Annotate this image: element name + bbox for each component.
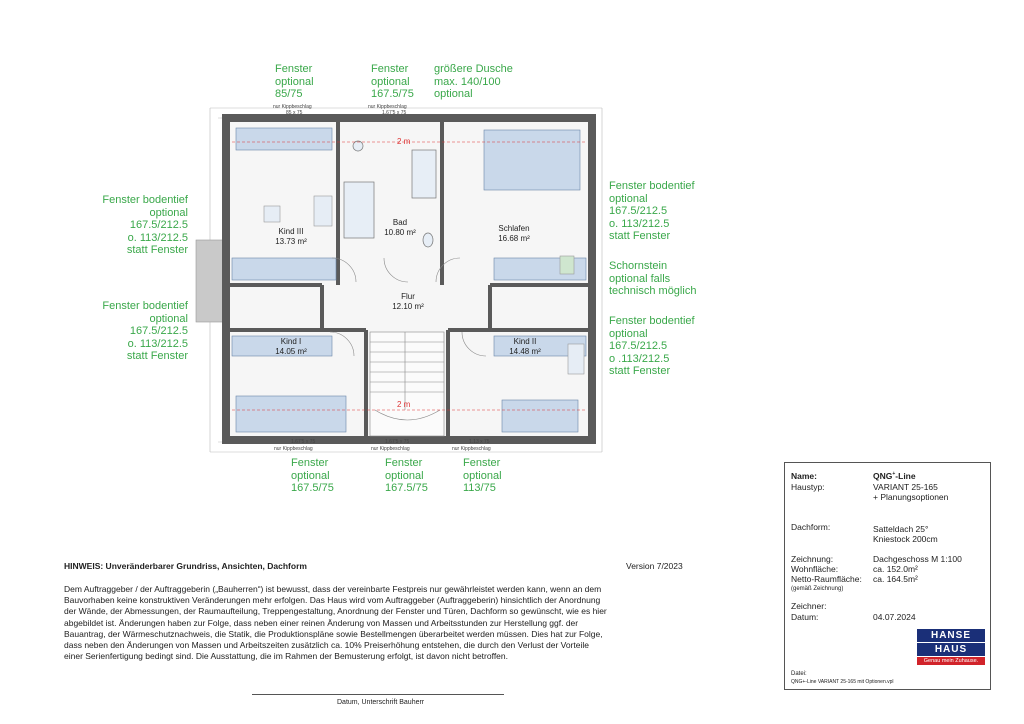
room-flur: Flur 12.10 m² bbox=[392, 292, 424, 311]
room-bad: Bad 10.80 m² bbox=[384, 218, 416, 237]
datum-label: Datum: bbox=[791, 612, 819, 622]
signature-label: Datum, Unterschrift Bauherr bbox=[337, 699, 425, 706]
haustyp-value: VARIANT 25-165 + Planungsoptionen bbox=[873, 482, 949, 502]
dachform-label: Dachform: bbox=[791, 522, 831, 532]
staircase bbox=[370, 332, 444, 436]
signature-line bbox=[252, 694, 504, 695]
kipp-note-2: nur Kippbeschlag bbox=[368, 104, 407, 110]
label-top-3: größere Dusche max. 140/100 optional bbox=[434, 63, 513, 100]
label-right-1: Fenster bodentief optional 167.5/212.5 o. 113/212.5 statt Fenster bbox=[609, 180, 695, 242]
zeichner-label: Zeichner: bbox=[791, 601, 827, 611]
dim-top-1: 85 x 75 bbox=[286, 110, 303, 116]
label-bottom-1: Fenster optional 167.5/75 bbox=[291, 457, 334, 494]
label-right-3: Fenster bodentief optional 167.5/212.5 o .113/212.5 statt Fenster bbox=[609, 315, 695, 377]
hint-text: Dem Auftraggeber / der Auftraggeberin („Bauherren“) ist bewusst, dass der vereinbarte Festpreis nur gewährleistet werden kann, wenn an dem Bauvorhaben keine konstruktiven Veränderungen mehr erfolgen. Das Haus wird vom Auftraggeber (Auftraggeberin) hinsichtlich der Anordnung der Wände, der Abmessungen, der Raumaufteilung, Treppengestaltung, Anordnung der Fenster und Türen, Dachform so gewünscht, wie es hier abgebildet ist. Änderungen haben zur Folge, dass neben einer reinen Änderung von Massen und Arbeitsstunden zur Herstellung ggf. der Bauantrag, der Wärmeschutznachweis, die Statik, die Produktionspläne sowie Bestellmengen überarbeitet werden müssen. Dies hat zur Folge, dass neben den Änderungen von Massen und Arbeitszeiten zusätzlich ca. 10% Preiserhöhung entstehen, die durch den Verlust der Vorteile einer Serienfertigung bedingt sind. Die Ausstattung, die im Rahmen der Bemusterung erfolgt, ist davon nicht betroffen. bbox=[64, 584, 607, 662]
room-schlafen: Schlafen 16.68 m² bbox=[498, 224, 530, 243]
label-left-2: Fenster bodentief optional 167.5/212.5 o. 113/212.5 statt Fenster bbox=[102, 300, 188, 362]
hanse-haus-logo: HANSE HAUS Genau mein Zuhause. bbox=[917, 629, 985, 665]
two-meter-bottom: 2 m bbox=[397, 400, 411, 409]
kipp-note-3: nur Kippbeschlag bbox=[274, 446, 313, 452]
room-kind-3: Kind III 13.73 m² bbox=[275, 227, 307, 246]
name-value: QNG+-Line bbox=[873, 471, 916, 481]
label-bottom-3: Fenster optional 113/75 bbox=[463, 457, 502, 494]
room-kind-1: Kind I 14.05 m² bbox=[275, 337, 307, 356]
zeichnung-block: Zeichnung: Wohnfläche: Netto-Raumfläche: (gemäß Zeichnung) bbox=[791, 554, 862, 592]
zeichnung-values: Dachgeschoss M 1:100 ca. 152.0m² ca. 164.5m² bbox=[873, 554, 962, 584]
version-label: Version 7/2023 bbox=[626, 561, 683, 571]
dim-bottom-2: 1.67'5 x 75 bbox=[385, 439, 410, 445]
chimney-shape bbox=[196, 240, 226, 322]
label-right-2: Schornstein optional falls technisch möglich bbox=[609, 260, 697, 297]
dim-bottom-1: 1.67'5 x 75 bbox=[291, 439, 316, 445]
kipp-note-1: nur Kippbeschlag bbox=[273, 104, 312, 110]
two-meter-top: 2 m bbox=[397, 137, 411, 146]
label-top-2: Fenster optional 167.5/75 bbox=[371, 63, 414, 100]
haustyp-label: Haustyp: bbox=[791, 482, 825, 492]
dim-bottom-3: 1.13 x 75 bbox=[469, 439, 490, 445]
datum-value: 04.07.2024 bbox=[873, 612, 916, 622]
dachform-value: Satteldach 25° Kniestock 200cm bbox=[873, 524, 938, 544]
room-kind-2: Kind II 14.48 m² bbox=[509, 337, 541, 356]
label-left-1: Fenster bodentief optional 167.5/212.5 o. 113/212.5 statt Fenster bbox=[102, 194, 188, 256]
name-label: Name: bbox=[791, 471, 817, 481]
label-bottom-2: Fenster optional 167.5/75 bbox=[385, 457, 428, 494]
label-top-1: Fenster optional 85/75 bbox=[275, 63, 314, 100]
datei-value: QNG+-Line VARIANT 25-165 mit Optionen.vpl bbox=[791, 679, 894, 685]
info-box bbox=[784, 462, 991, 690]
dim-top-2: 1.67'5 x 75 bbox=[382, 110, 407, 116]
hint-title: HINWEIS: Unveränderbarer Grundriss, Ansichten, Dachform bbox=[64, 561, 307, 571]
datei-label: Datei: bbox=[791, 671, 807, 677]
kipp-note-4: nur Kippbeschlag bbox=[371, 446, 410, 452]
kipp-note-5: nur Kippbeschlag bbox=[452, 446, 491, 452]
